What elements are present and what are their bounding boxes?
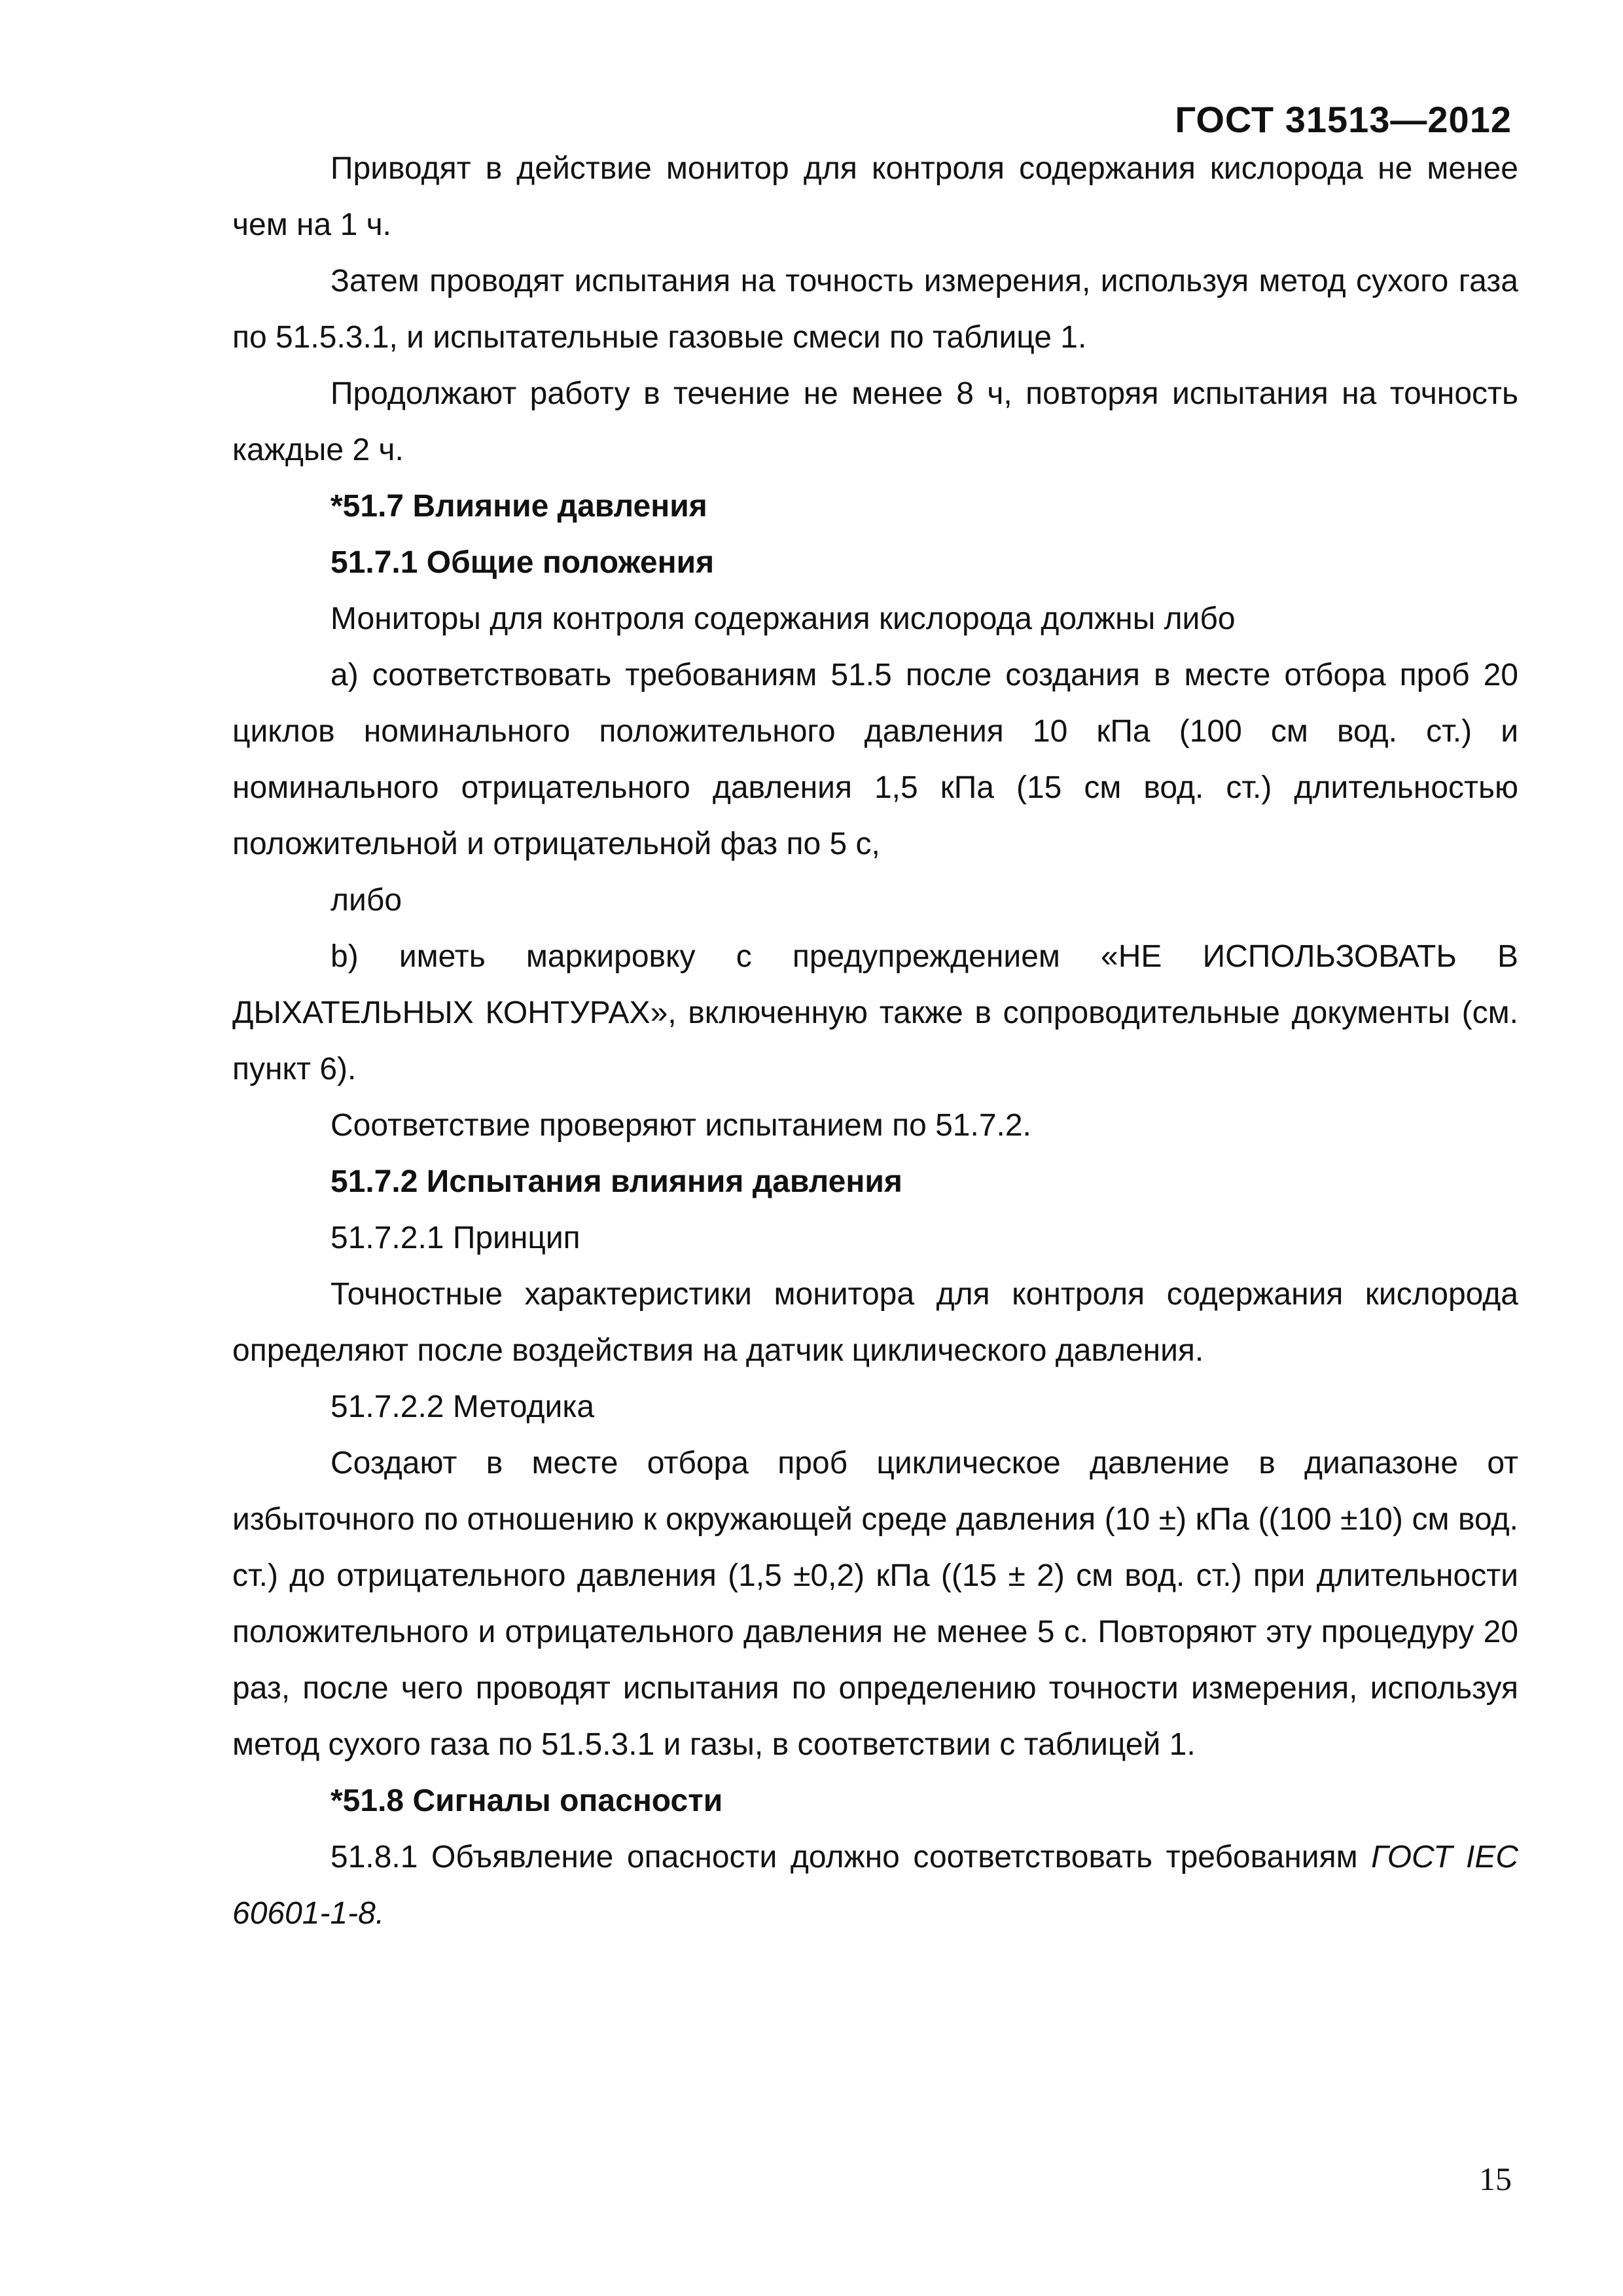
clause-heading: 51.7.2.2 Методика — [330, 1390, 595, 1424]
paragraph: Точностные характеристики монитора для контроля содержания кислорода определяют после воздействия на датчик циклического давления. — [232, 1277, 1518, 1368]
document-body — [232, 141, 1518, 1942]
paragraph: Соответствие проверяют испытанием по 51.7.2. — [330, 1108, 1031, 1143]
subsection-heading: 51.7.2 Испытания влияния давления — [330, 1164, 902, 1199]
page-number: 15 — [1479, 2161, 1512, 2197]
document-header: ГОСТ 31513—2012 — [1175, 99, 1512, 140]
paragraph: Продолжают работу в течение не менее 8 ч, повторяя испытания на точность каждые 2 ч. — [232, 376, 1518, 467]
subsection-heading: 51.7.1 Общие положения — [330, 545, 715, 580]
section-heading: *51.7 Влияние давления — [330, 489, 707, 524]
paragraph: либо — [330, 883, 402, 918]
clause-heading: 51.7.2.1 Принцип — [330, 1221, 580, 1255]
paragraph: Мониторы для контроля содержания кислорода должны либо — [330, 601, 1236, 636]
section-heading: *51.8 Сигналы опасности — [330, 1784, 723, 1818]
paragraph: Создают в месте отбора проб циклическое давление в диапазоне от избыточного по отношению к окружающей среде давления (10 ±) кПа ((100 ±10) см вод. ст.) до отрицательного давления (1,5 ±0,2) кПа ((15 ± 2) см вод. ст.) при длительности положительного и отрицательного давления не менее 5 с. Повторяют эту процедуру 20 раз, после чего проводят испытания по определению точности измерения, используя метод сухого газа по 51.5.3.1 и газы, в соответствии с таблицей 1. — [232, 1446, 1518, 1762]
final-paragraph-text: 51.8.1 Объявление опасности должно соответствовать требованиям — [330, 1840, 1372, 1874]
paragraph: Затем проводят испытания на точность измерения, используя метод сухого газа по 51.5.3.1, и испытательные газовые смеси по таблице 1. — [232, 264, 1518, 355]
final-paragraph — [232, 1829, 1518, 1942]
paragraph: Приводят в действие монитор для контроля содержания кислорода не менее чем на 1 ч. — [232, 151, 1518, 242]
list-item-b: b) иметь маркировку с предупреждением «НЕ ИСПОЛЬЗОВАТЬ В ДЫХАТЕЛЬНЫХ КОНТУРАХ», включенную также в сопроводительные документы (см. пункт 6). — [232, 939, 1518, 1086]
standard-reference: ГОСТ IEC 60601-1-8. — [232, 1840, 1518, 1931]
list-item-a: а) соответствовать требованиям 51.5 после создания в месте отбора проб 20 циклов номинального положительного давления 10 кПа (100 см вод. ст.) и номинального отрицательного давления 1,5 кПа (15 см вод. ст.) длительностью положительной и отрицательной фаз по 5 с, — [232, 658, 1518, 861]
